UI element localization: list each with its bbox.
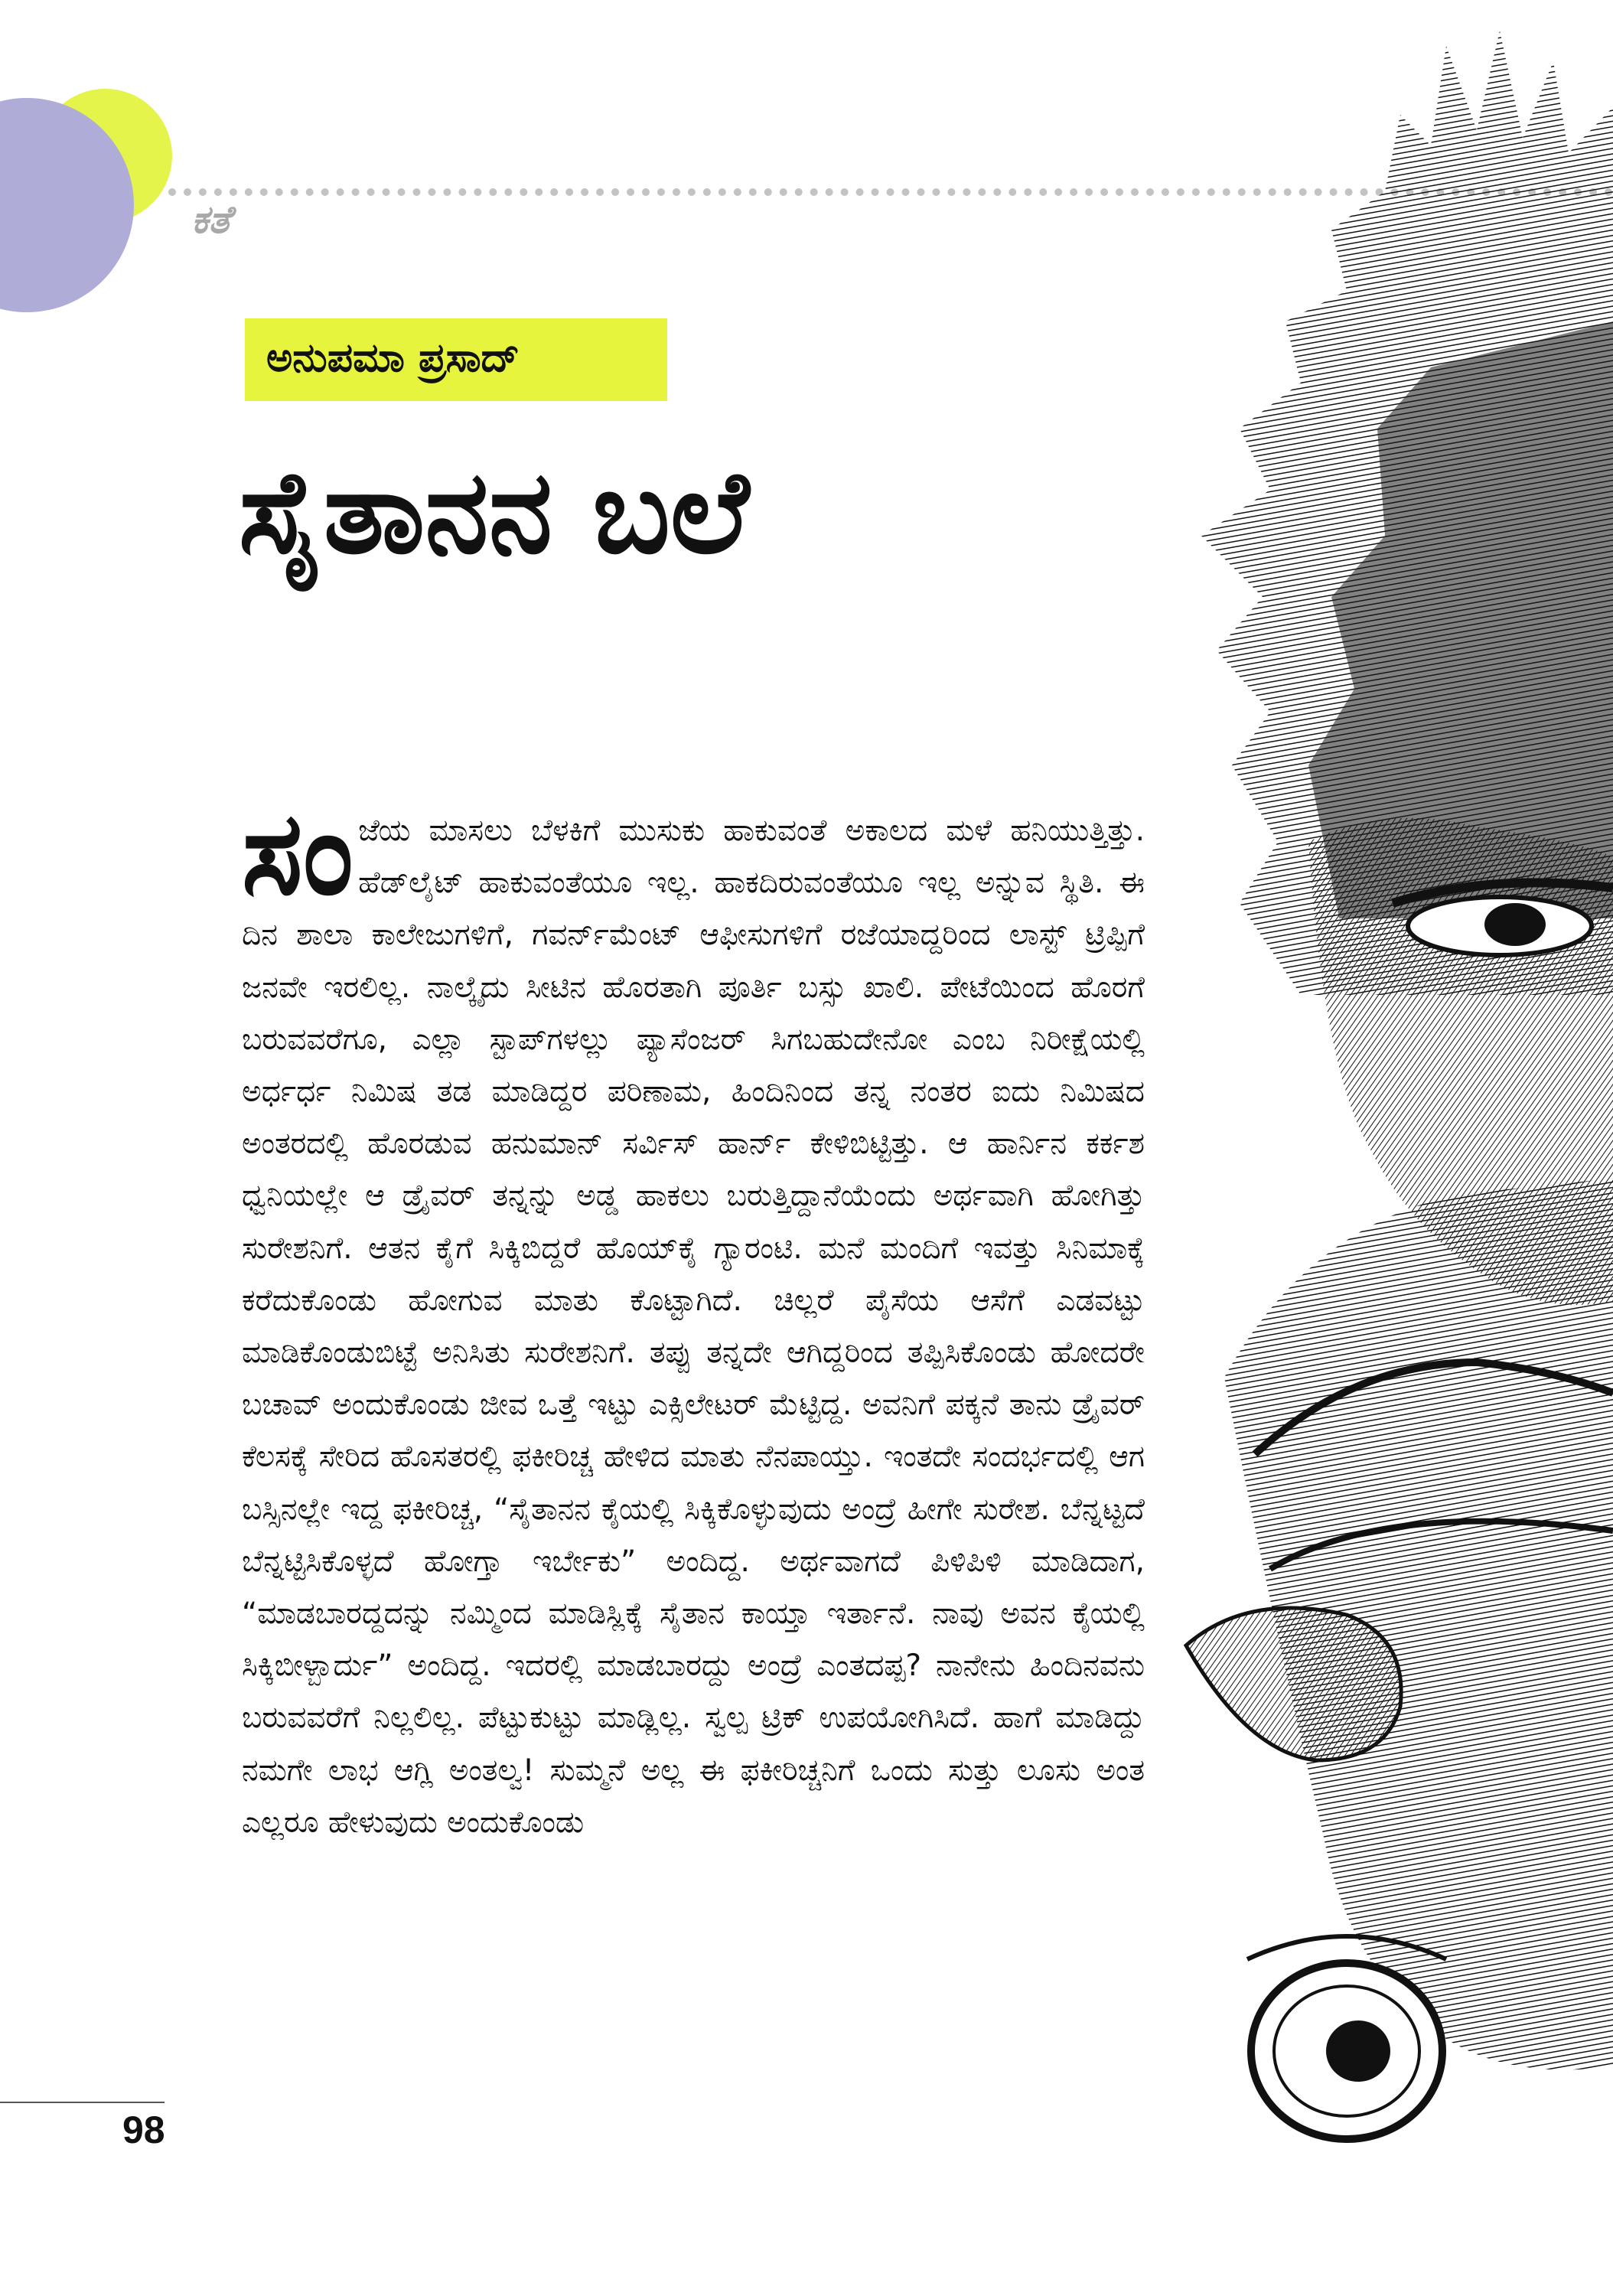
story-body — [242, 788, 1145, 1849]
section-label: ಕತೆ — [191, 197, 230, 242]
story-body-text: ಜೆಯ ಮಾಸಲು ಬೆಳಕಿಗೆ ಮುಸುಕು ಹಾಕುವಂತೆ ಅಕಾಲದ ಮಳೆ ಹನಿಯುತ್ತಿತ್ತು. ಹೆಡ್‌ಲೈಟ್ ಹಾಕುವಂತೆಯೂ ಇಲ್ಲ. ಹಾಕದಿರುವಂತೆಯೂ ಇಲ್ಲ ಅನ್ನುವ ಸ್ಥಿತಿ. ಈ ದಿನ ಶಾಲಾ ಕಾಲೇಜುಗಳಿಗೆ, ಗವರ್ನ್‌ಮೆಂಟ್ ಆಫೀಸುಗಳಿಗೆ ರಜೆಯಾದ್ದರಿಂದ ಲಾಸ್ಟ್ ಟ್ರಿಪ್ಪಿಗೆ ಜನವೇ ಇರಲಿಲ್ಲ. ನಾಲ್ಕೈದು ಸೀಟಿನ ಹೊರತಾಗಿ ಪೂರ್ತಿ ಬಸ್ಸು ಖಾಲಿ. ಪೇಟೆಯಿಂದ ಹೊರಗೆ ಬರುವವರೆಗೂ, ಎಲ್ಲಾ ಸ್ಟಾಪ್‌ಗಳಲ್ಲು ಪ್ಯಾಸೆಂಜರ್ ಸಿಗಬಹುದೇನೋ ಎಂಬ ನಿರೀಕ್ಷೆಯಲ್ಲಿ ಅರ್ಧರ್ಧ ನಿಮಿಷ ತಡ ಮಾಡಿದ್ದರ ಪರಿಣಾಮ, ಹಿಂದಿನಿಂದ ತನ್ನ ನಂತರ ಐದು ನಿಮಿಷದ ಅಂತರದಲ್ಲಿ ಹೊರಡುವ ಹನುಮಾನ್ ಸರ್ವಿಸ್ ಹಾರ್ನ್ ಕೇಳಿಬಿಟ್ಟಿತ್ತು. ಆ ಹಾರ್ನಿನ ಕರ್ಕಶ ಧ್ವನಿಯಲ್ಲೇ ಆ ಡ್ರೈವರ್ ತನ್ನನ್ನು ಅಡ್ಡ ಹಾಕಲು ಬರುತ್ತಿದ್ದಾನೆಯೆಂದು ಅರ್ಥವಾಗಿ ಹೋಗಿತ್ತು ಸುರೇಶನಿಗೆ. ಆತನ ಕೈಗೆ ಸಿಕ್ಕಿಬಿದ್ದರೆ ಹೊಯ್‌ಕೈ ಗ್ಯಾರಂಟಿ. ಮನೆ ಮಂದಿಗೆ ಇವತ್ತು ಸಿನಿಮಾಕ್ಕೆ ಕರೆದುಕೊಂಡು ಹೋಗುವ ಮಾತು ಕೊಟ್ಟಾಗಿದೆ. ಚಿಲ್ಲರೆ ಪೈಸೆಯ ಆಸೆಗೆ ಎಡವಟ್ಟು ಮಾಡಿಕೊಂಡುಬಿಟ್ಟೆ ಅನಿಸಿತು ಸುರೇಶನಿಗೆ. ತಪ್ಪು ತನ್ನದೇ ಆಗಿದ್ದರಿಂದ ತಪ್ಪಿಸಿಕೊಂಡು ಹೋದರೇ ಬಚಾವ್ ಅಂದುಕೊಂಡು ಜೀವ ಒತ್ತೆ ಇಟ್ಟು ಎಕ್ಸಿಲೇಟರ್ ಮೆಟ್ಟಿದ್ದ. ಅವನಿಗೆ ಪಕ್ಕನೆ ತಾನು ಡ್ರೈವರ್ ಕೆಲಸಕ್ಕೆ ಸೇರಿದ ಹೊಸತರಲ್ಲಿ ಫಕೀರಿಚ್ಚ ಹೇಳಿದ ಮಾತು ನೆನಪಾಯ್ತು. ಇಂತದೇ ಸಂದರ್ಭದಲ್ಲಿ ಆಗ ಬಸ್ಸಿನಲ್ಲೇ ಇದ್ದ ಫಕೀರಿಚ್ಚ, “ಸೈತಾನನ ಕೈಯಲ್ಲಿ ಸಿಕ್ಕಿಕೊಳ್ಳುವುದು ಅಂದ್ರೆ ಹೀಗೇ ಸುರೇಶ. ಬೆನ್ನಟ್ಟದೆ ಬೆನ್ನಟ್ಟಿಸಿಕೊಳ್ಳದೆ ಹೋಗ್ತಾ ಇರ್ಬೇಕು” ಅಂದಿದ್ದ. ಅರ್ಥವಾಗದೆ ಪಿಳಿಪಿಳಿ ಮಾಡಿದಾಗ, “ಮಾಡಬಾರದ್ದದನ್ನು ನಮ್ಮಿಂದ ಮಾಡಿಸ್ಲಿಕ್ಕೆ ಸೈತಾನ ಕಾಯ್ತಾ ಇರ್ತಾನೆ. ನಾವು ಅವನ ಕೈಯಲ್ಲಿ ಸಿಕ್ಕಿಬೀಳ್ಬಾರ್ದು” ಅಂದಿದ್ದ. ಇದರಲ್ಲಿ ಮಾಡಬಾರದ್ದು ಅಂದ್ರೆ ಎಂತದಪ್ಪ? ನಾನೇನು ಹಿಂದಿನವನು ಬರುವವರೆಗೆ ನಿಲ್ಲಲಿಲ್ಲ. ಪೆಟ್ಟುಕುಟ್ಟು ಮಾಡ್ಲಿಲ್ಲ. ಸ್ವಲ್ಪ ಟ್ರಿಕ್ ಉಪಯೋಗಿಸಿದೆ. ಹಾಗೆ ಮಾಡಿದ್ದು ನಮಗೇ ಲಾಭ ಆಗ್ಲಿ ಅಂತಲ್ವ! ಸುಮ್ಮನೆ ಅಲ್ಲ ಈ ಫಕೀರಿಚ್ಚನಿಗೆ ಒಂದು ಸುತ್ತು ಲೂಸು ಅಂತ ಎಲ್ಲರೂ ಹೇಳುವುದು ಅಂದುಕೊಂಡು — [242, 814, 1145, 1840]
page-number: 98 — [122, 2108, 165, 2151]
page-number-rule — [0, 2102, 165, 2103]
story-title: ಸೈತಾನನ ಬಲೆ — [239, 446, 750, 579]
author-name: ಅನುಪಮಾ ಪ್ರಸಾದ್ — [266, 335, 520, 381]
author-box — [245, 318, 667, 401]
drop-cap: ಸಂ — [242, 788, 354, 921]
devil-illustration — [1155, 0, 1613, 2219]
